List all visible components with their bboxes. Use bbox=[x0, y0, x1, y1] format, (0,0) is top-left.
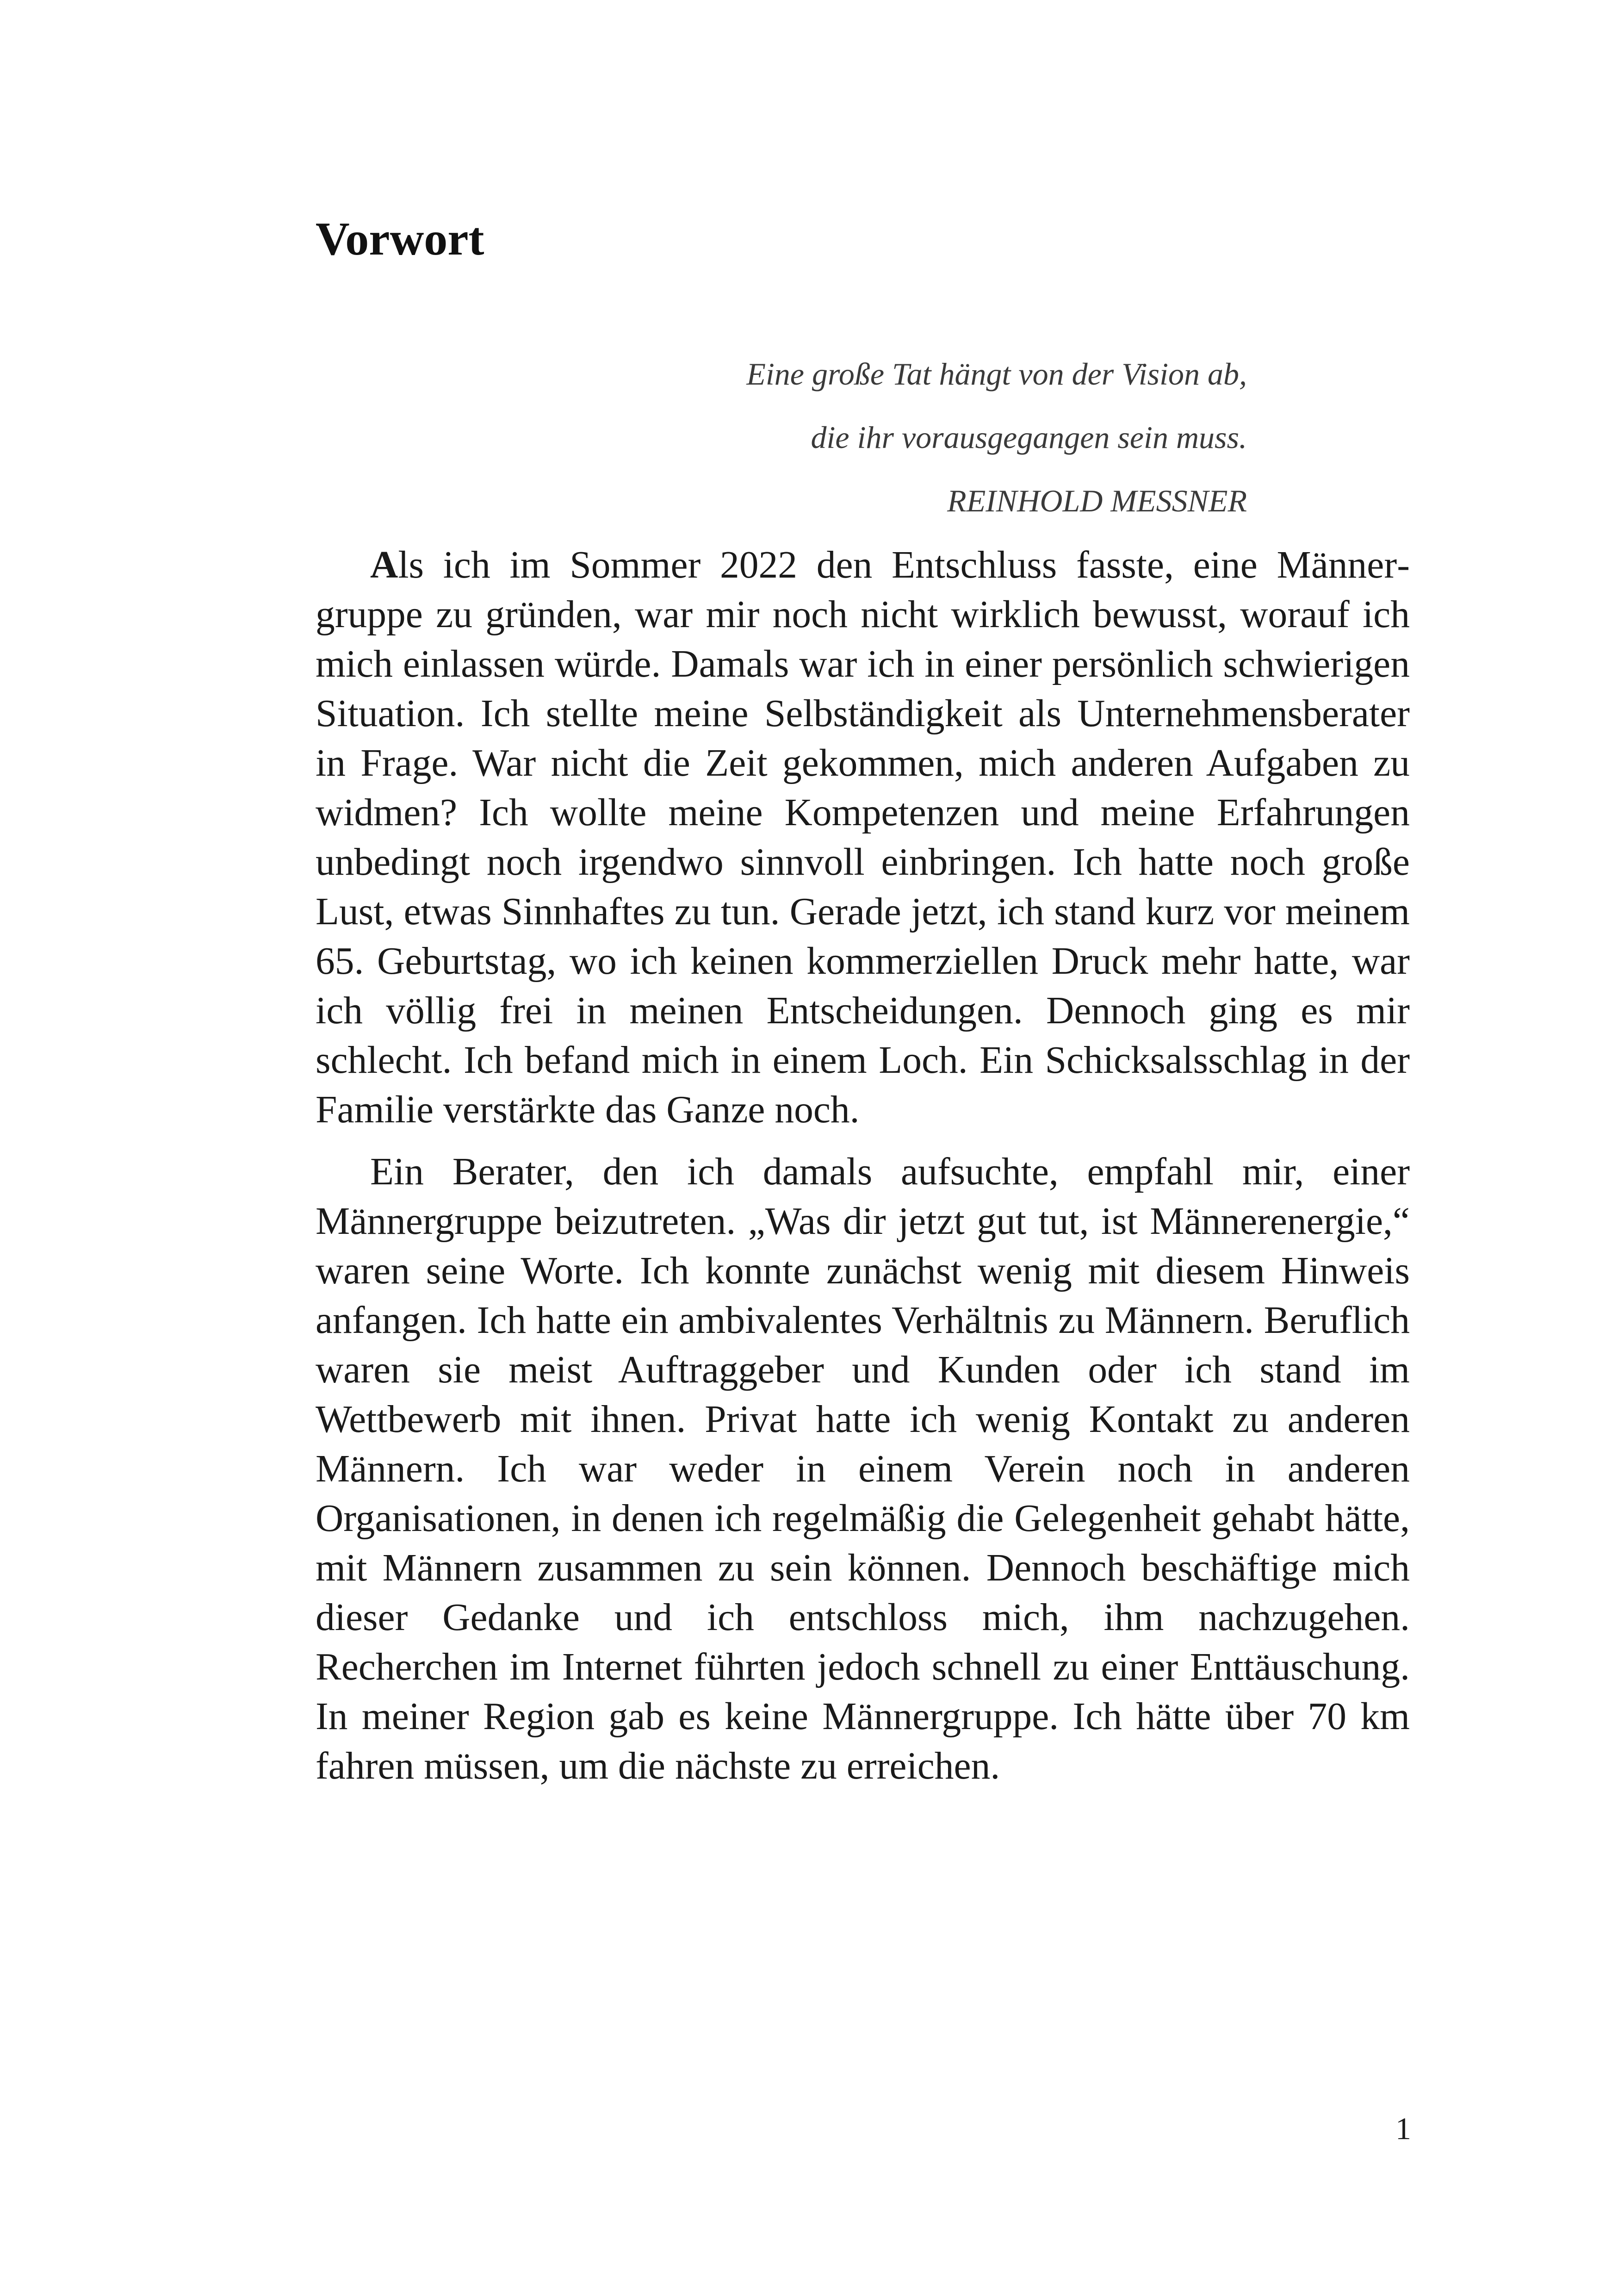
paragraph-initial: A bbox=[370, 544, 398, 586]
chapter-heading: Vorwort bbox=[316, 213, 484, 265]
epigraph-line-1: Eine große Tat hängt von der Vision ab, bbox=[746, 356, 1247, 392]
paragraph-1-text: ls ich im Sommer 2022 den Entschluss fasste, eine Männergruppe zu gründen, war mir noch nicht wirklich bewusst, worauf ich mich einlassen würde. Damals war ich in einer persönlich schwierigen Situation. Ich stellte meine Selbständigkeit als Unternehmensberater in Frage. War nicht die Zeit gekommen, mich anderen Aufgaben zu widmen? Ich wollte meine Kompetenzen und meine Erfahrungen unbedingt noch irgendwo sinnvoll einbringen. Ich hatte noch große Lust, etwas Sinnhaftes zu tun. Gerade jetzt, ich stand kurz vor meinem 65. Geburtstag, wo ich keinen kommerziellen Druck mehr hatte, war ich völlig frei in meinen Entscheidungen. Dennoch ging es mir schlecht. Ich befand mich in einem Loch. Ein Schicksalsschlag in der Familie verstärkte das Ganze noch. bbox=[316, 544, 1410, 1131]
paragraph-1 bbox=[316, 541, 1410, 1135]
paragraph-2: Ein Berater, den ich damals aufsuchte, empfahl mir, einer Männergruppe beizutreten. „Was dir jetzt gut tut, ist Männerenergie,“ waren seine Worte. Ich konnte zunächst wenig mit diesem Hinweis anfangen. Ich hatte ein ambivalentes Verhältnis zu Männern. Beruflich waren sie meist Auftraggeber und Kunden oder ich stand im Wettbewerb mit ihnen. Privat hatte ich wenig Kontakt zu anderen Männern. Ich war weder in einem Verein noch in anderen Organisationen, in denen ich regelmäßig die Gelegenheit gehabt hätte, mit Männern zusammen zu sein können. Dennoch beschäftige mich dieser Gedanke und ich entschloss mich, ihm nachzugehen. Recherchen im Internet führten jedoch schnell zu einer Enttäuschung. In meiner Region gab es keine Männergruppe. Ich hätte über 70 km fahren müssen, um die nächste zu erreichen. bbox=[316, 1151, 1410, 1787]
page-number: 1 bbox=[1395, 2111, 1411, 2146]
epigraph bbox=[648, 342, 1247, 533]
epigraph-line-2: die ihr vorausgegangen sein muss. bbox=[811, 420, 1247, 455]
body-text bbox=[316, 541, 1410, 1791]
epigraph-author: REINHOLD MESSNER bbox=[947, 483, 1247, 518]
